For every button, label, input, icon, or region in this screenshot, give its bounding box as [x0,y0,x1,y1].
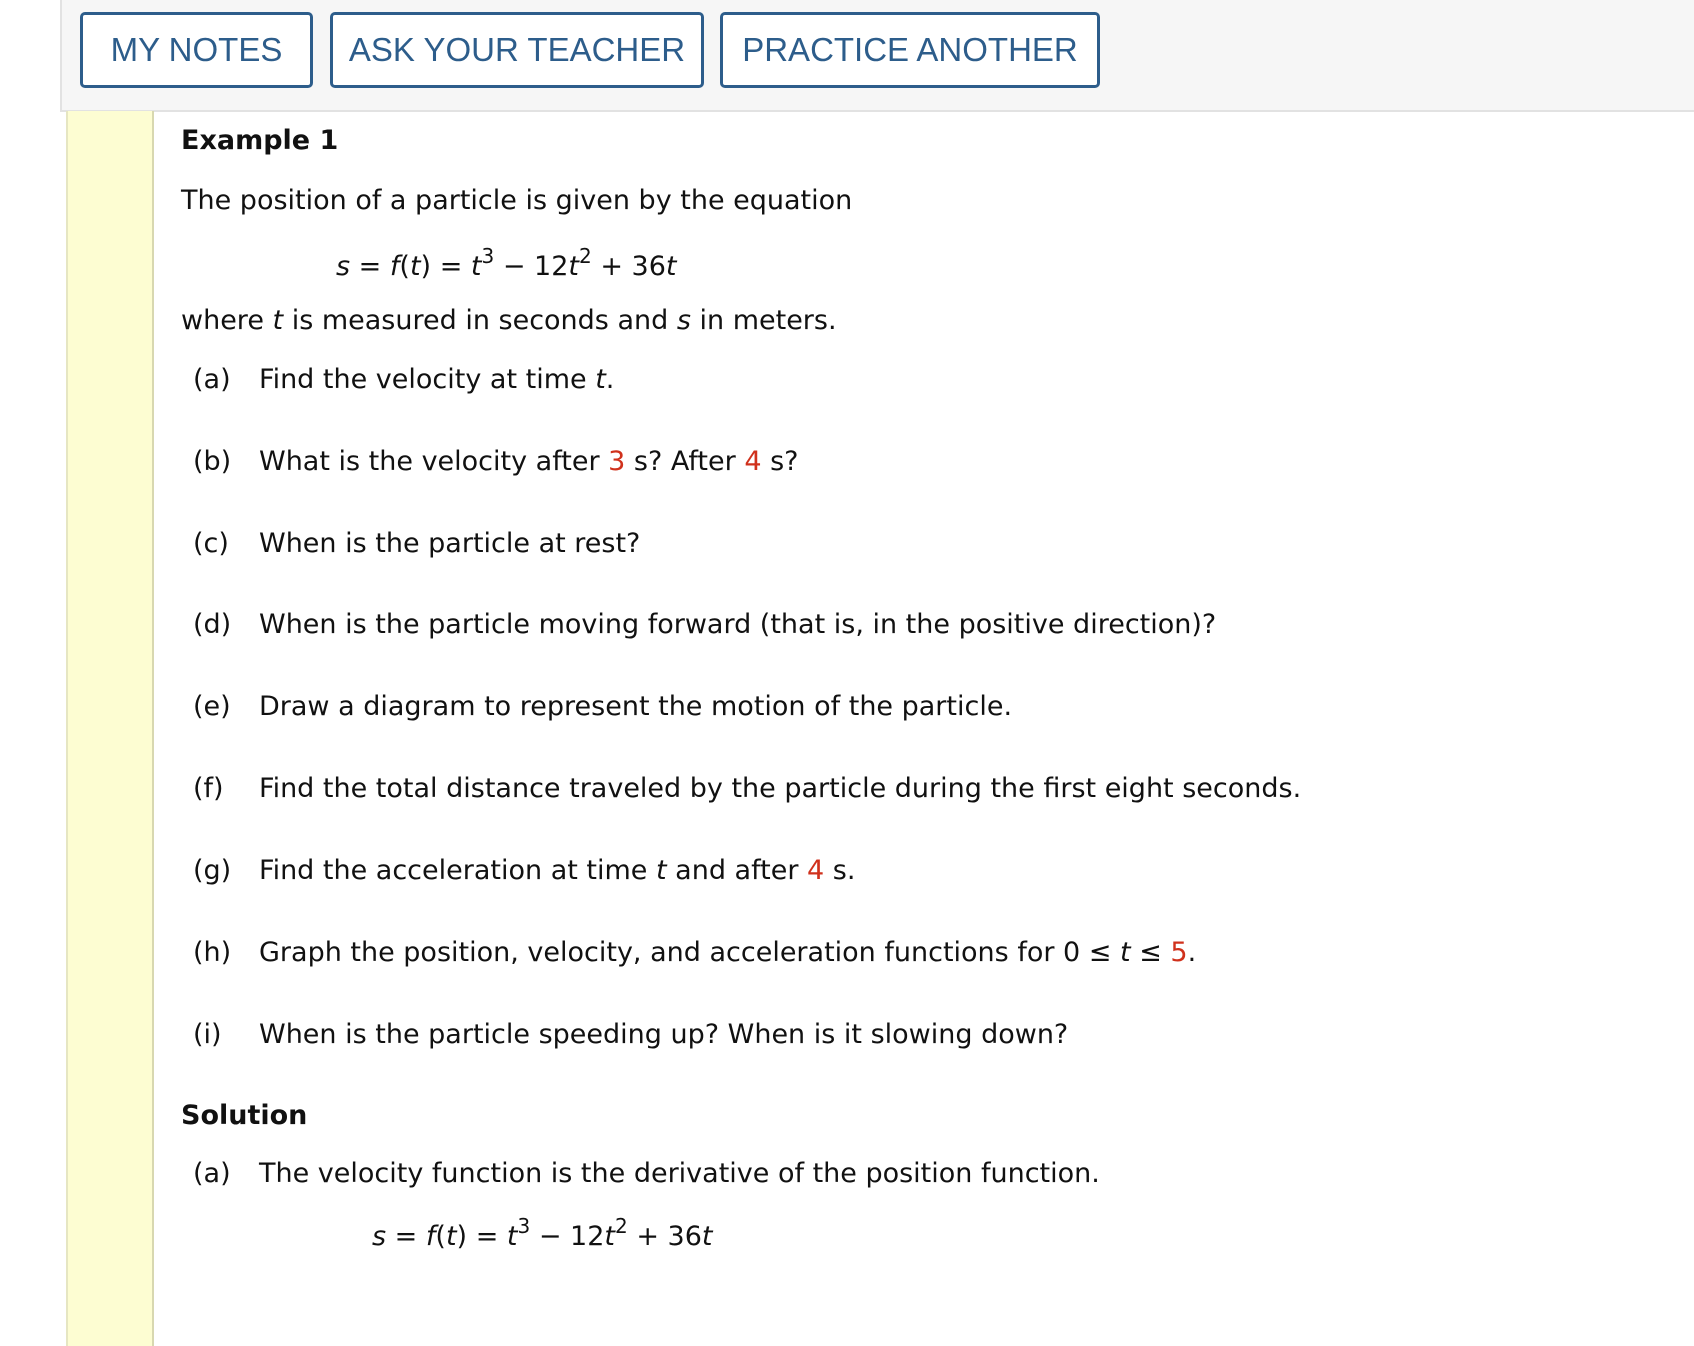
eq-lparen: ( [399,251,410,282]
eq-rparen: ) [420,251,432,282]
sol-eq-coef-36: 36 [667,1221,702,1252]
part-d-text: When is the particle moving forward (that is, in the positive direction)? [259,609,1217,640]
sol-eq-s: s [372,1221,387,1252]
part-a-var: t [595,364,606,395]
part-b-text-1: What is the velocity after [259,446,609,477]
where-var-s: s [676,305,691,336]
sol-eq-t-linear: t [701,1221,713,1252]
sol-eq-f: f [425,1221,436,1252]
where-text-2: is measured in seconds and [283,305,677,336]
eq-t: t [409,251,421,282]
eq-equals: = [358,251,382,282]
where-var-t: t [272,305,284,336]
part-g-number: 4 [807,855,825,886]
part-e-label: (e) [193,691,231,722]
part-h-text-3: . [1187,937,1197,968]
eq-coef-12: 12 [534,251,569,282]
solution-a-label: (a) [193,1158,231,1189]
sol-eq-t-cubed: t [506,1221,518,1252]
part-a-text [259,364,614,395]
ask-your-teacher-button[interactable]: ASK YOUR TEACHER [330,12,704,88]
where-text-1: where [181,305,273,336]
eq-minus: − [502,251,526,282]
eq-equals: = [439,251,463,282]
eq-exp-2: 2 [579,244,592,268]
example-title: Example 1 [181,125,339,156]
part-a-text-1: Find the velocity at time [259,364,596,395]
toolbar [60,0,1694,112]
where-sentence [181,305,837,336]
part-d-label: (d) [193,609,232,640]
sol-eq-lparen: ( [435,1221,446,1252]
part-b-text [259,446,798,477]
part-i-label: (i) [193,1019,222,1050]
part-g-text [259,855,855,886]
part-b-text-3: s? [761,446,799,477]
eq-s: s [336,251,351,282]
sol-eq-coef-12: 12 [570,1221,605,1252]
part-h-label: (h) [193,937,232,968]
part-h-text-2: ≤ [1130,937,1171,968]
sol-eq-exp-2: 2 [615,1214,628,1238]
sol-eq-t: t [445,1221,457,1252]
part-h-var: t [1120,937,1131,968]
where-text-3: in meters. [690,305,837,336]
my-notes-button[interactable]: MY NOTES [80,12,313,88]
solution-title: Solution [181,1100,308,1131]
part-e-text: Draw a diagram to represent the motion of the particle. [259,691,1013,722]
eq-exp-3: 3 [481,244,495,268]
part-h-text-1: Graph the position, velocity, and acceleration functions for 0 ≤ [259,937,1120,968]
sol-eq-minus: − [538,1221,562,1252]
part-g-var: t [656,855,667,886]
part-b-text-2: s? After [625,446,745,477]
sol-eq-equals: = [394,1221,418,1252]
margin-strip [66,111,154,1346]
position-equation [336,244,677,282]
sol-eq-rparen: ) [456,1221,468,1252]
part-c-text: When is the particle at rest? [259,528,641,559]
practice-another-button[interactable]: PRACTICE ANOTHER [720,12,1100,88]
solution-equation [372,1214,713,1252]
sol-eq-exp-3: 3 [517,1214,531,1238]
part-c-label: (c) [193,528,229,559]
part-a-text-2: . [605,364,615,395]
part-i-text: When is the particle speeding up? When is it slowing down? [259,1019,1069,1050]
eq-t-linear: t [665,251,677,282]
part-h-number: 5 [1170,937,1188,968]
part-g-text-1: Find the acceleration at time [259,855,656,886]
part-b-number-1: 3 [608,446,626,477]
solution-a-text: The velocity function is the derivative of the position function. [259,1158,1100,1189]
example-content [150,111,1694,1346]
part-f-text: Find the total distance traveled by the particle during the first eight seconds. [259,773,1302,804]
eq-t-squared: t [568,251,579,282]
sol-eq-t-squared: t [604,1221,615,1252]
part-a-label: (a) [193,364,231,395]
sol-eq-plus: + [636,1221,659,1252]
eq-t-cubed: t [470,251,482,282]
part-b-label: (b) [193,446,232,477]
part-g-label: (g) [193,855,232,886]
part-h-text [259,937,1196,968]
part-g-text-3: s. [824,855,856,886]
eq-plus: + [600,251,623,282]
part-b-number-2: 4 [744,446,762,477]
eq-f: f [389,251,400,282]
sol-eq-equals: = [475,1221,499,1252]
part-g-text-2: and after [666,855,808,886]
eq-coef-36: 36 [631,251,666,282]
part-f-label: (f) [193,773,224,804]
example-intro: The position of a particle is given by the equation [181,185,853,216]
